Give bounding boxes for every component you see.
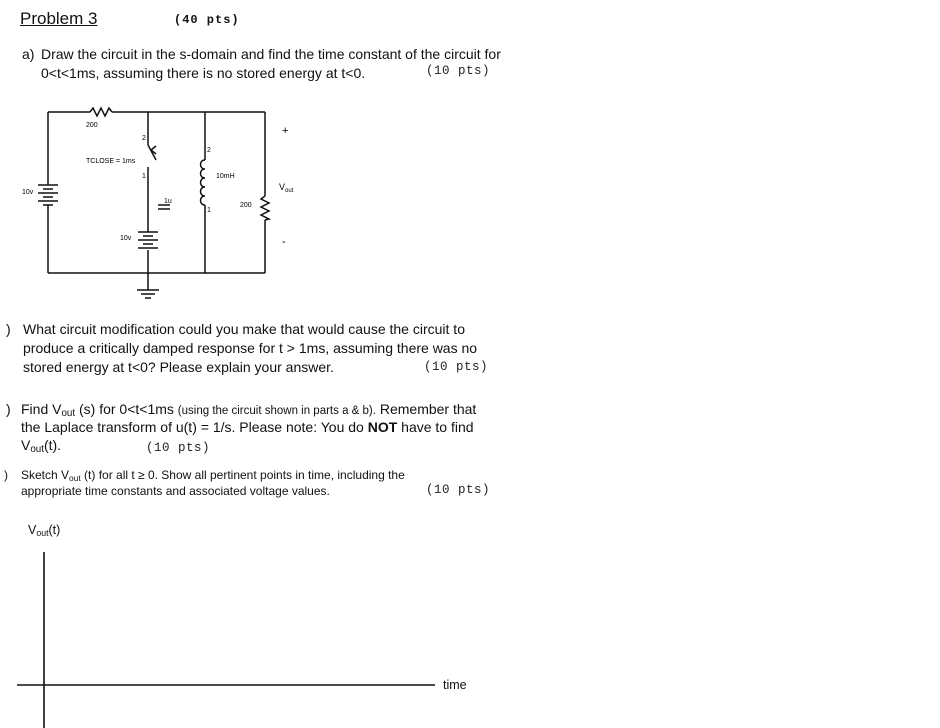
vout-plus: + — [282, 125, 289, 137]
part-d-line2: appropriate time constants and associated voltage values. — [21, 484, 330, 498]
graph-ylabel: $V_{out}(t)$ — [28, 523, 61, 538]
graph-xlabel: time — [443, 678, 467, 692]
resistor-r2 — [261, 196, 269, 220]
part-b-line2: produce a critically damped response for t > 1ms, assuming there was no — [23, 340, 478, 356]
part-a-line2: 0<t<1ms, assuming there is no stored energy at t<0. — [41, 65, 366, 81]
vout-minus: - — [282, 236, 286, 248]
part-c-line3: $V_{out}(t)$. — [21, 437, 62, 455]
inductor-pin-bottom: 1 — [207, 207, 211, 214]
problem-points: (40 pts) — [174, 13, 240, 27]
switch-pin-bottom: 1 — [142, 173, 146, 180]
ground-symbol — [137, 290, 159, 298]
problem-title: Problem 3 — [20, 9, 98, 28]
r2-label: 200 — [240, 202, 252, 209]
inductor-label: 10mH — [216, 173, 235, 180]
part-b-line1: What circuit modification could you make that would cause the circuit to — [23, 321, 465, 337]
switch-label: TCLOSE = 1ms — [86, 158, 136, 165]
graph-axes — [0, 540, 470, 728]
part-b-marker: ) — [6, 321, 11, 337]
part-d-line1: Sketch $V_{out}$ (t) for all t ≥ 0. Show all pertinent points in time, including the — [21, 468, 405, 483]
capacitor — [158, 205, 170, 209]
battery-left — [38, 185, 58, 205]
resistor-r1 — [90, 108, 112, 116]
capacitor-label: 1u — [164, 198, 172, 205]
part-a-points: (10 pts) — [426, 64, 491, 78]
source-mid-label: 10v — [120, 235, 132, 242]
switch-pin-top: 2 — [142, 135, 146, 142]
part-d-points: (10 pts) — [426, 483, 491, 497]
r1-label: 200 — [86, 122, 98, 129]
inductor-pin-top: 2 — [207, 147, 211, 154]
part-d-marker: ) — [4, 468, 8, 482]
part-a-line1: Draw the circuit in the s-domain and find the time constant of the circuit for — [41, 46, 501, 62]
part-b-line3: stored energy at t<0? Please explain your answer. — [23, 359, 334, 375]
part-a-marker: a) — [22, 46, 35, 62]
part-c-points: (10 pts) — [146, 441, 211, 455]
inductor — [201, 160, 206, 205]
vout-label: $V_{out}$ — [279, 182, 294, 194]
part-b-points: (10 pts) — [424, 360, 489, 374]
part-c-line1: Find $V_{out}$ (s) for 0<t<1ms (using the circuit shown in parts a & b). Remember that — [21, 401, 477, 419]
part-c-marker: ) — [6, 401, 11, 417]
part-c-line2: the Laplace transform of u(t) = 1/s. Please note: You do NOT have to find — [21, 419, 474, 435]
battery-mid — [138, 232, 158, 248]
source-left-label: 10v — [22, 189, 34, 196]
